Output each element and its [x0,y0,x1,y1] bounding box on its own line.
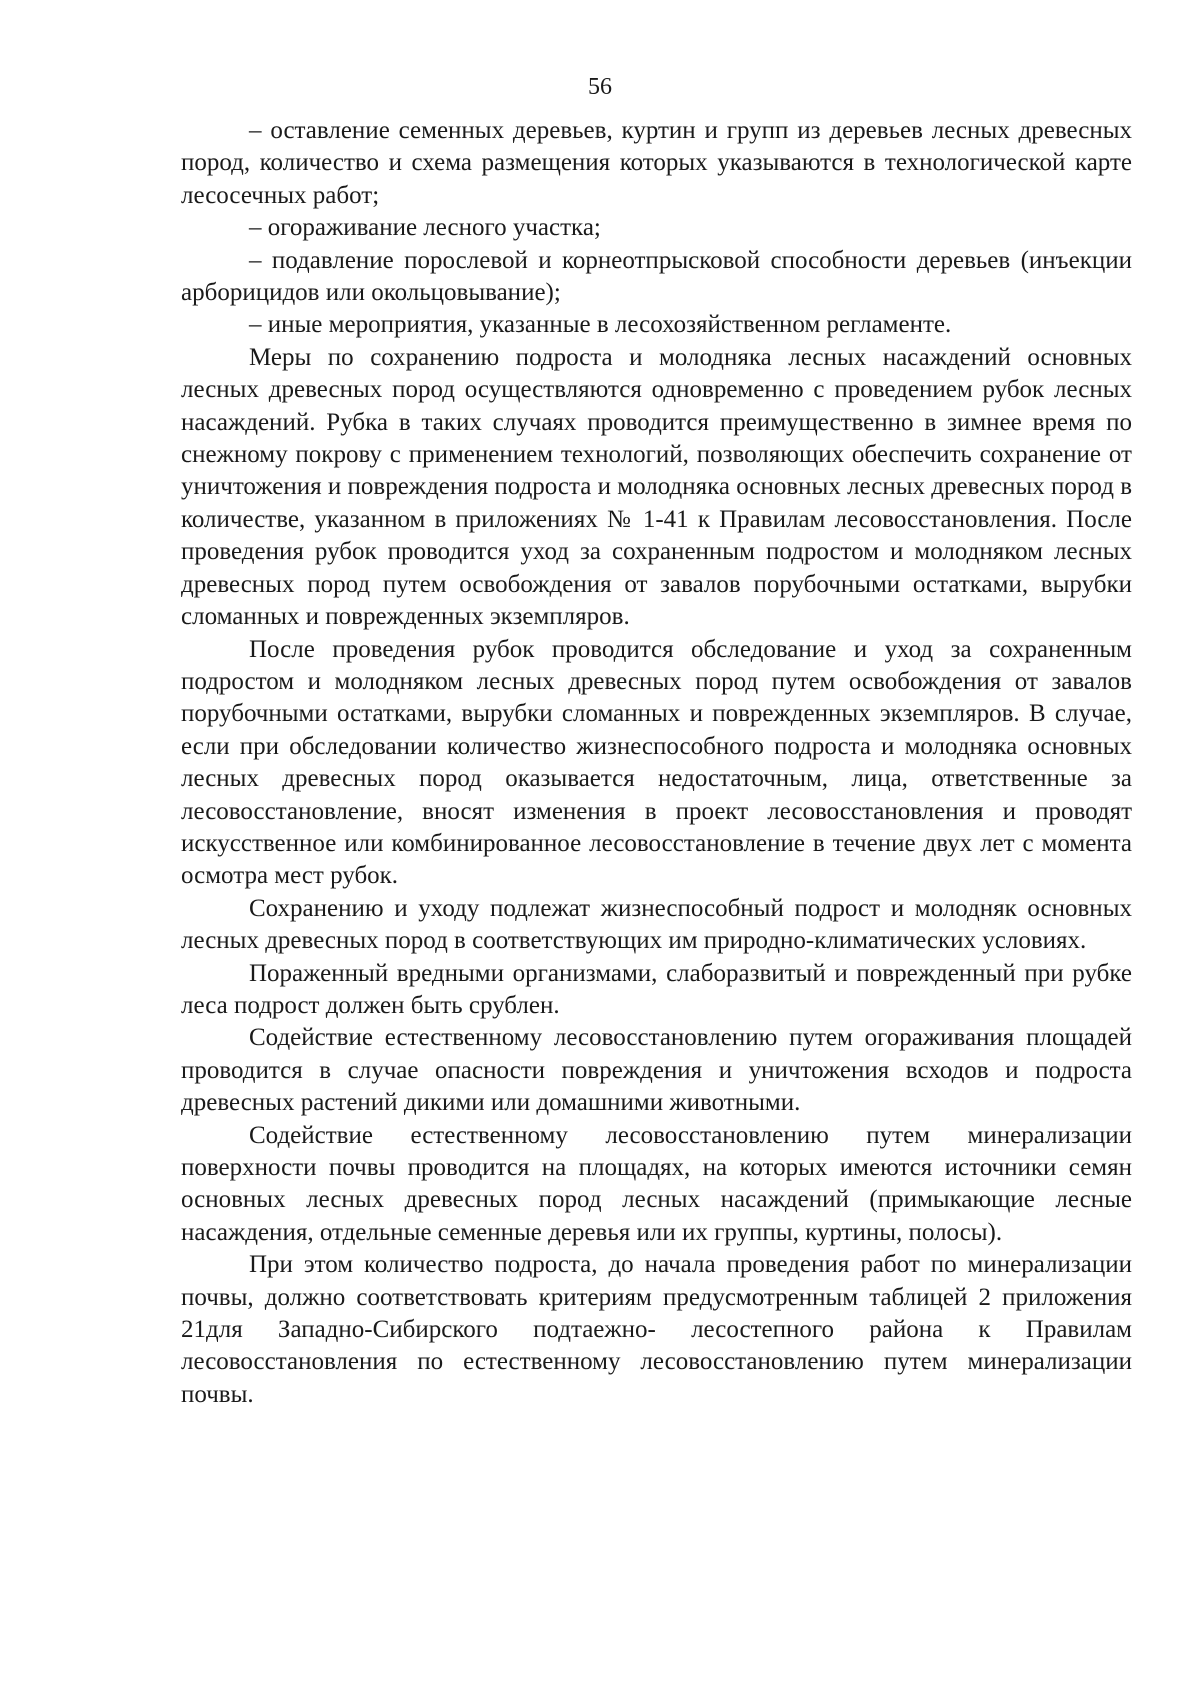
paragraph: – иные мероприятия, указанные в лесохозяйственном регламенте. [249,311,952,339]
paragraph: После проведения рубок проводится обследование и уход за сохраненным подростом и молодняком лесных древесных пород путем освобождения от завалов порубочными остатками, вырубки сломанных и поврежденных экземпляров. В случае, если при обследовании количество жизнеспособного подроста и молодняка основных лесных древесных пород оказывается недостаточным, лица, ответственные за лесовосстановление, вносят изменения в проект лесовосстановления и проводят искусственное или комбинированное лесовосстановление в течение двух лет с момента осмотра мест рубок. [181,635,1132,890]
paragraph: При этом количество подроста, до начала проведения работ по минерализации почвы, должно соответствовать критериям предусмотренным таблицей 2 приложения 21для Западно-Сибирского подтаежно- лесостепного района к Правилам лесовосстановления по естественному лесовосстановлению путем минерализации почвы. [181,1251,1132,1408]
paragraph: – подавление порослевой и корнеотпрысковой способности деревьев (инъекции арборицидов или окольцовывание); [181,246,1132,307]
paragraph: Пораженный вредными организмами, слаборазвитый и поврежденный при рубке леса подрост должен быть срублен. [181,959,1132,1019]
paragraph: – оставление семенных деревьев, куртин и групп из деревьев лесных древесных пород, количество и схема размещения которых указываются в технологической карте лесосечных работ; [181,117,1132,209]
page-number: 56 [588,74,612,100]
paragraph: Содействие естественному лесовосстановлению путем минерализации поверхности почвы проводится на площадях, на которых имеются источники семян основных лесных древесных пород лесных насаждений (примыкающие лесные насаждения, отдельные семенные деревья или их группы, куртины, полосы). [181,1121,1132,1246]
paragraph: Содействие естественному лесовосстановлению путем огораживания площадей проводится в случае опасности повреждения и уничтожения всходов и подроста древесных растений дикими или домашними животными. [181,1024,1132,1117]
paragraph: Сохранению и уходу подлежат жизнеспособный подрост и молодняк основных лесных древесных пород в соответствующих им природно-климатических условиях. [181,894,1132,955]
paragraph: – огораживание лесного участка; [249,214,601,242]
document-body [181,115,1132,1411]
paragraph: Меры по сохранению подроста и молодняка лесных насаждений основных лесных древесных пород осуществляются одновременно с проведением рубок лесных насаждений. Рубка в таких случаях проводится преимущественно в зимнее время по снежному покрову с применением технологий, позволяющих обеспечить сохранение от уничтожения и повреждения подроста и молодняка основных лесных древесных пород в количестве, указанном в приложениях № 1-41 к Правилам лесовосстановления. После проведения рубок проводится уход за сохраненным подростом и молодняком лесных древесных пород путем освобождения от завалов порубочными остатками, вырубки сломанных и поврежденных экземпляров. [181,343,1132,631]
